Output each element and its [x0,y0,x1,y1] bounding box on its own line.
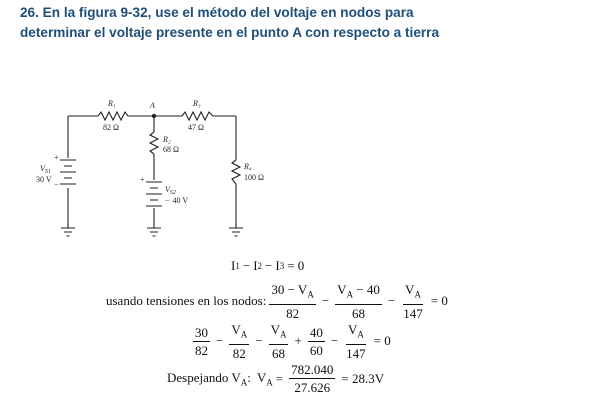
vs1-name: $V_{S1}$ [40,164,51,175]
vs1-minus: − [54,180,59,189]
node-a-label: A [150,101,155,110]
equation-kcl: I 1 − I 2 − I 3 = 0 [231,258,305,273]
r1-name: R₁ [108,99,116,108]
ground-right [229,228,243,236]
eq3-frac-4: $\frac{40}{60}$ [309,324,323,358]
equation-expanded: $\frac{30}{82}$ − $\frac{V_A}{82}$ − $\frac{V_A}{68}$ + $\frac{40}{60}$ − $\frac{V_A}{147}$ = 0 [195,322,391,361]
r1-resistor [98,112,130,120]
eq3-frac-3: $\frac{V_A}{68}$ [270,322,287,361]
eq2-frac-2: $\frac{V_A - 40}{68}$ [337,282,380,321]
vs1-battery [60,160,76,184]
ground-left [61,228,75,236]
vs2-battery [146,182,162,206]
vs2-name: $V_{S2}$ [165,185,176,196]
eq3-frac-2: $\frac{V_A}{82}$ [231,322,248,361]
vs1-value: 30 V [36,175,52,184]
equation-solution: Despejando $V_A$: $V_A$ = $\frac{782.040}{27.626}$ = 28.3V [167,362,385,395]
equation-node-voltages: usando tensiones en los nodos: $\frac{30 - V_A}{82}$ − $\frac{V_A - 40}{68}$ − $\frac{V_A}{147}$ = 0 [106,282,448,321]
r2-value: 68 Ω [163,145,179,154]
r4-name: R₄ [244,162,252,171]
vs2-value-line: − 40 V [165,196,189,205]
eq4-prefix: Despejando $V_A$: [167,369,251,388]
r3-name: R₃ [193,99,201,108]
node-a-dot [152,114,156,118]
problem-line-1: 26. En la figura 9-32, use el método del voltaje en nodos para [20,5,414,20]
vs2-plus: + [140,175,145,184]
ground-middle [147,228,161,236]
eq2-frac-3: $\frac{V_A}{147}$ [403,282,423,321]
r2-resistor [150,132,158,154]
r2-name: R₂ [163,135,171,144]
eq3-frac-1: $\frac{30}{82}$ [195,324,208,358]
r4-value: 100 Ω [244,173,264,182]
eq4-result: = 28.3V [341,370,385,386]
eq4-frac: $\frac{782.040}{27.626}$ [291,362,334,395]
vs1-plus: + [54,153,59,162]
eq2-prefix: usando tensiones en los nodos: [106,293,267,309]
r4-resistor [232,160,240,184]
eq2-frac-1: $\frac{30 - V_A}{82}$ [271,282,314,321]
problem-line-2: determinar el voltaje presente en el punto A con respecto a tierra [20,25,440,40]
r1-value: 82 Ω [103,123,119,132]
r3-value: 47 Ω [188,123,204,132]
r3-resistor [182,112,216,120]
eq3-frac-5: $\frac{V_A}{147}$ [346,322,366,361]
